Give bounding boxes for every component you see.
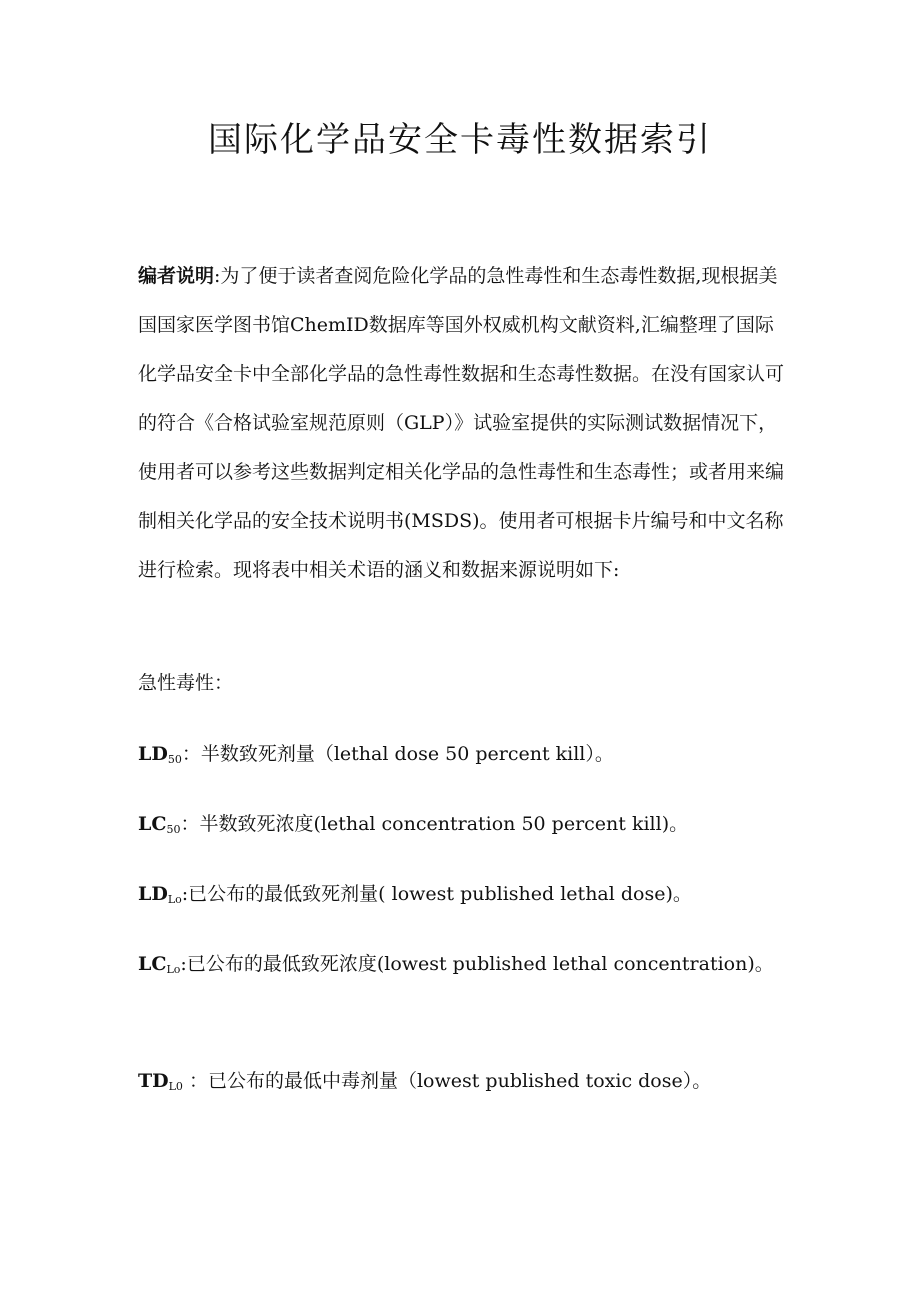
term-abbr: $LD_{50}$ (138, 743, 182, 766)
section-heading-acute-toxicity: 急性毒性： (138, 672, 234, 694)
term-definition: ：已公布的最低中毒剂量（lowest published toxic dose）。 (182, 1070, 712, 1092)
term-abbr: $LD_{Lo}$ (138, 883, 182, 906)
term-lc50 (138, 800, 788, 854)
document-title: 国际化学品安全卡毒性数据索引 (208, 120, 712, 160)
term-tdlo (138, 1057, 788, 1111)
term-definition: :已公布的最低致死剂量( lowest published lethal dose)。 (181, 883, 692, 905)
editor-note-paragraph (138, 252, 788, 595)
term-abbr: $LC_{Lo}$ (138, 953, 181, 976)
term-definition: :已公布的最低致死浓度(lowest published lethal concentration)。 (180, 953, 774, 975)
term-ld50 (138, 730, 788, 784)
editor-note-text: :为了便于读者查阅危险化学品的急性毒性和生态毒性数据,现根据美国国家医学图书馆ChemID数据库等国外权威机构文献资料,汇编整理了国际化学品安全卡中全部化学品的急性毒性数据和生态毒性数据。在没有国家认可的符合《合格试验室规范原则（GLP）》试验室提供的实际测试数据情况下，使用者可以参考这些数据判定相关化学品的急性毒性和生态毒性；或者用来编制相关化学品的安全技术说明书(MSDS)。使用者可根据卡片编号和中文名称进行检索。现将表中相关术语的涵义和数据来源说明如下: (138, 265, 785, 581)
term-lclo (138, 940, 788, 994)
term-definition: ：半数致死浓度(lethal concentration 50 percent kill)。 (180, 813, 689, 835)
term-abbr: $TD_{L0}$ (138, 1070, 183, 1093)
editor-note-label: 编者说明 (138, 265, 215, 287)
term-abbr: $LC_{50}$ (138, 813, 181, 836)
term-ldlo (138, 870, 788, 924)
term-definition: ：半数致死剂量（lethal dose 50 percent kill）。 (181, 743, 614, 765)
